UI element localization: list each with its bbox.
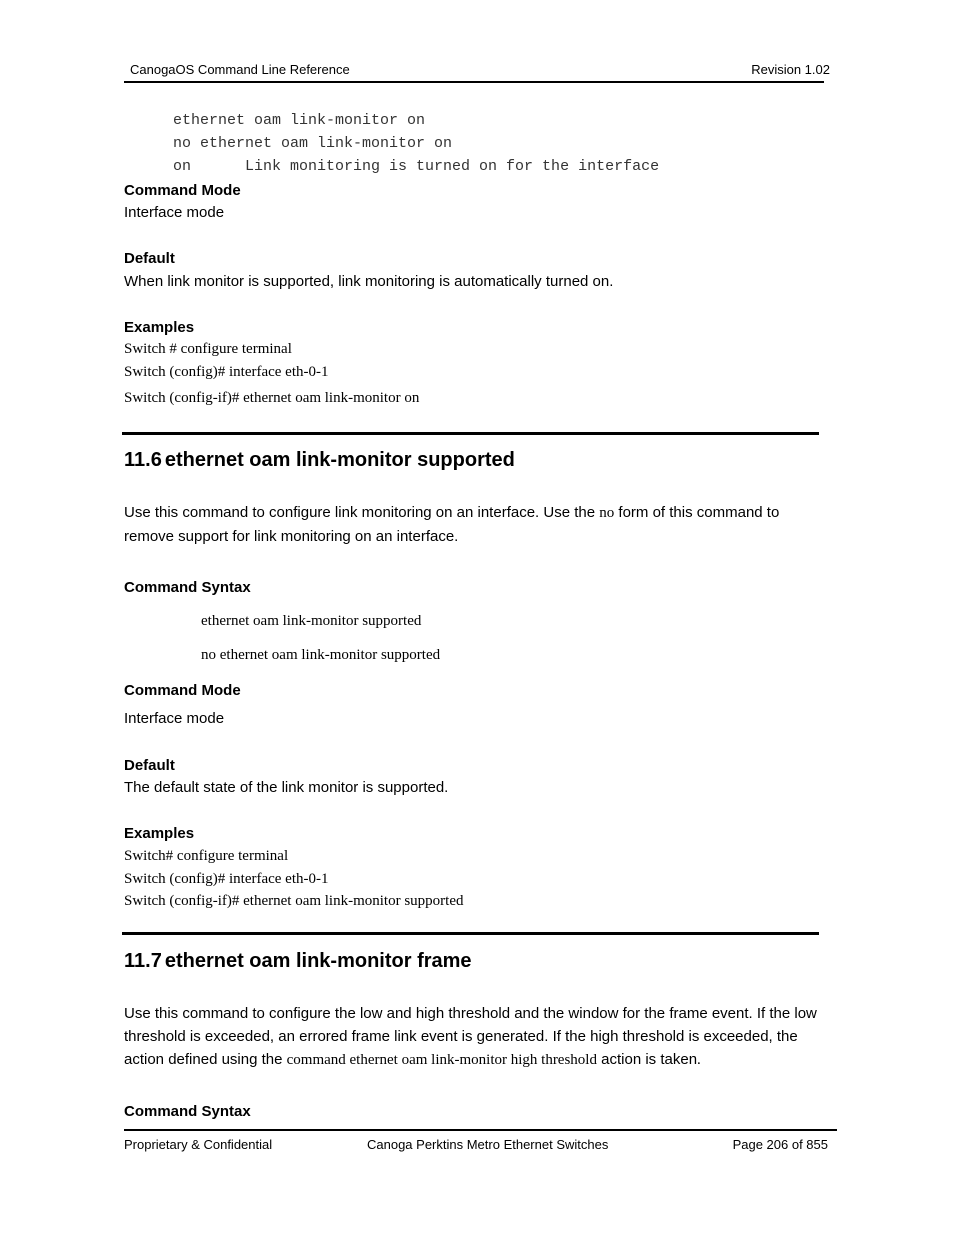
example-line: Switch (config)# interface eth-0-1 xyxy=(124,364,329,380)
section-title: ethernet oam link-monitor supported xyxy=(164,449,515,471)
command-mode-heading: Command Mode xyxy=(124,182,241,199)
command-mode-text: Interface mode xyxy=(124,710,225,727)
desc-text: Use this command to configure the low and high threshold and the window for the frame event. If the low xyxy=(124,1005,817,1022)
header-doc-title: CanogaOS Command Line Reference xyxy=(130,62,350,77)
syntax-line: ethernet oam link-monitor supported xyxy=(201,613,422,629)
footer-product: Canoga Perktins Metro Ethernet Switches xyxy=(367,1137,609,1152)
command-syntax-heading: Command Syntax xyxy=(124,579,251,596)
section-rule xyxy=(122,432,819,435)
desc-text: Use this command to configure link monitoring on an interface. Use the xyxy=(124,504,600,521)
footer-page-number: Page 206 of 855 xyxy=(732,1137,828,1152)
default-heading: Default xyxy=(124,250,175,267)
header-revision: Revision 1.02 xyxy=(751,62,830,77)
desc-text: action is taken xyxy=(596,1051,698,1068)
code-line: no ethernet oam link-monitor on xyxy=(173,135,453,152)
header-rule xyxy=(124,81,824,83)
desc-text: remove support for link monitoring on an interface. xyxy=(124,528,459,545)
section-description xyxy=(124,1002,844,1072)
default-heading: Default xyxy=(124,757,175,774)
section-number: 11.6 xyxy=(124,449,162,471)
desc-inline-code: command ethernet oam link-monitor high threshold xyxy=(286,1052,597,1068)
examples-heading: Examples xyxy=(124,825,195,842)
examples-heading: Examples xyxy=(124,319,195,336)
default-text: The default state of the link monitor is supported. xyxy=(124,779,449,796)
footer-confidential: Proprietary & Confidential xyxy=(124,1137,273,1152)
section-title: ethernet oam link-monitor frame xyxy=(164,950,472,972)
command-mode-text: Interface mode xyxy=(124,204,225,221)
example-line: Switch# configure terminal xyxy=(124,848,289,864)
default-text: When link monitor is supported, link monitoring is automatically turned on. xyxy=(124,273,614,290)
code-line: ethernet oam link-monitor on xyxy=(173,112,426,129)
code-line: on Link monitoring is turned on for the interface xyxy=(173,158,660,175)
command-mode-heading: Command Mode xyxy=(124,682,241,699)
desc-text: threshold is exceeded, an errored frame link event is generated. If the high threshold is exceeded, the xyxy=(124,1028,798,1045)
desc-text: action defined using the xyxy=(124,1051,287,1068)
desc-text: form of this command to xyxy=(614,504,780,521)
example-line: Switch # configure terminal xyxy=(124,341,292,357)
footer-rule xyxy=(124,1129,837,1131)
section-heading-11-6 xyxy=(124,449,515,472)
syntax-line: no ethernet oam link-monitor supported xyxy=(201,647,441,663)
section-rule xyxy=(122,932,819,935)
desc-inline-code: no xyxy=(599,505,615,521)
example-line: Switch (config-if)# ethernet oam link-monitor supported xyxy=(124,893,464,909)
example-line: Switch (config-if)# ethernet oam link-monitor on xyxy=(124,390,420,406)
desc-inline-code: . xyxy=(697,1052,701,1068)
command-syntax-heading: Command Syntax xyxy=(124,1103,251,1120)
section-description xyxy=(124,501,836,548)
example-line: Switch (config)# interface eth-0-1 xyxy=(124,871,329,887)
section-heading-11-7 xyxy=(124,950,472,973)
section-number: 11.7 xyxy=(124,950,162,972)
